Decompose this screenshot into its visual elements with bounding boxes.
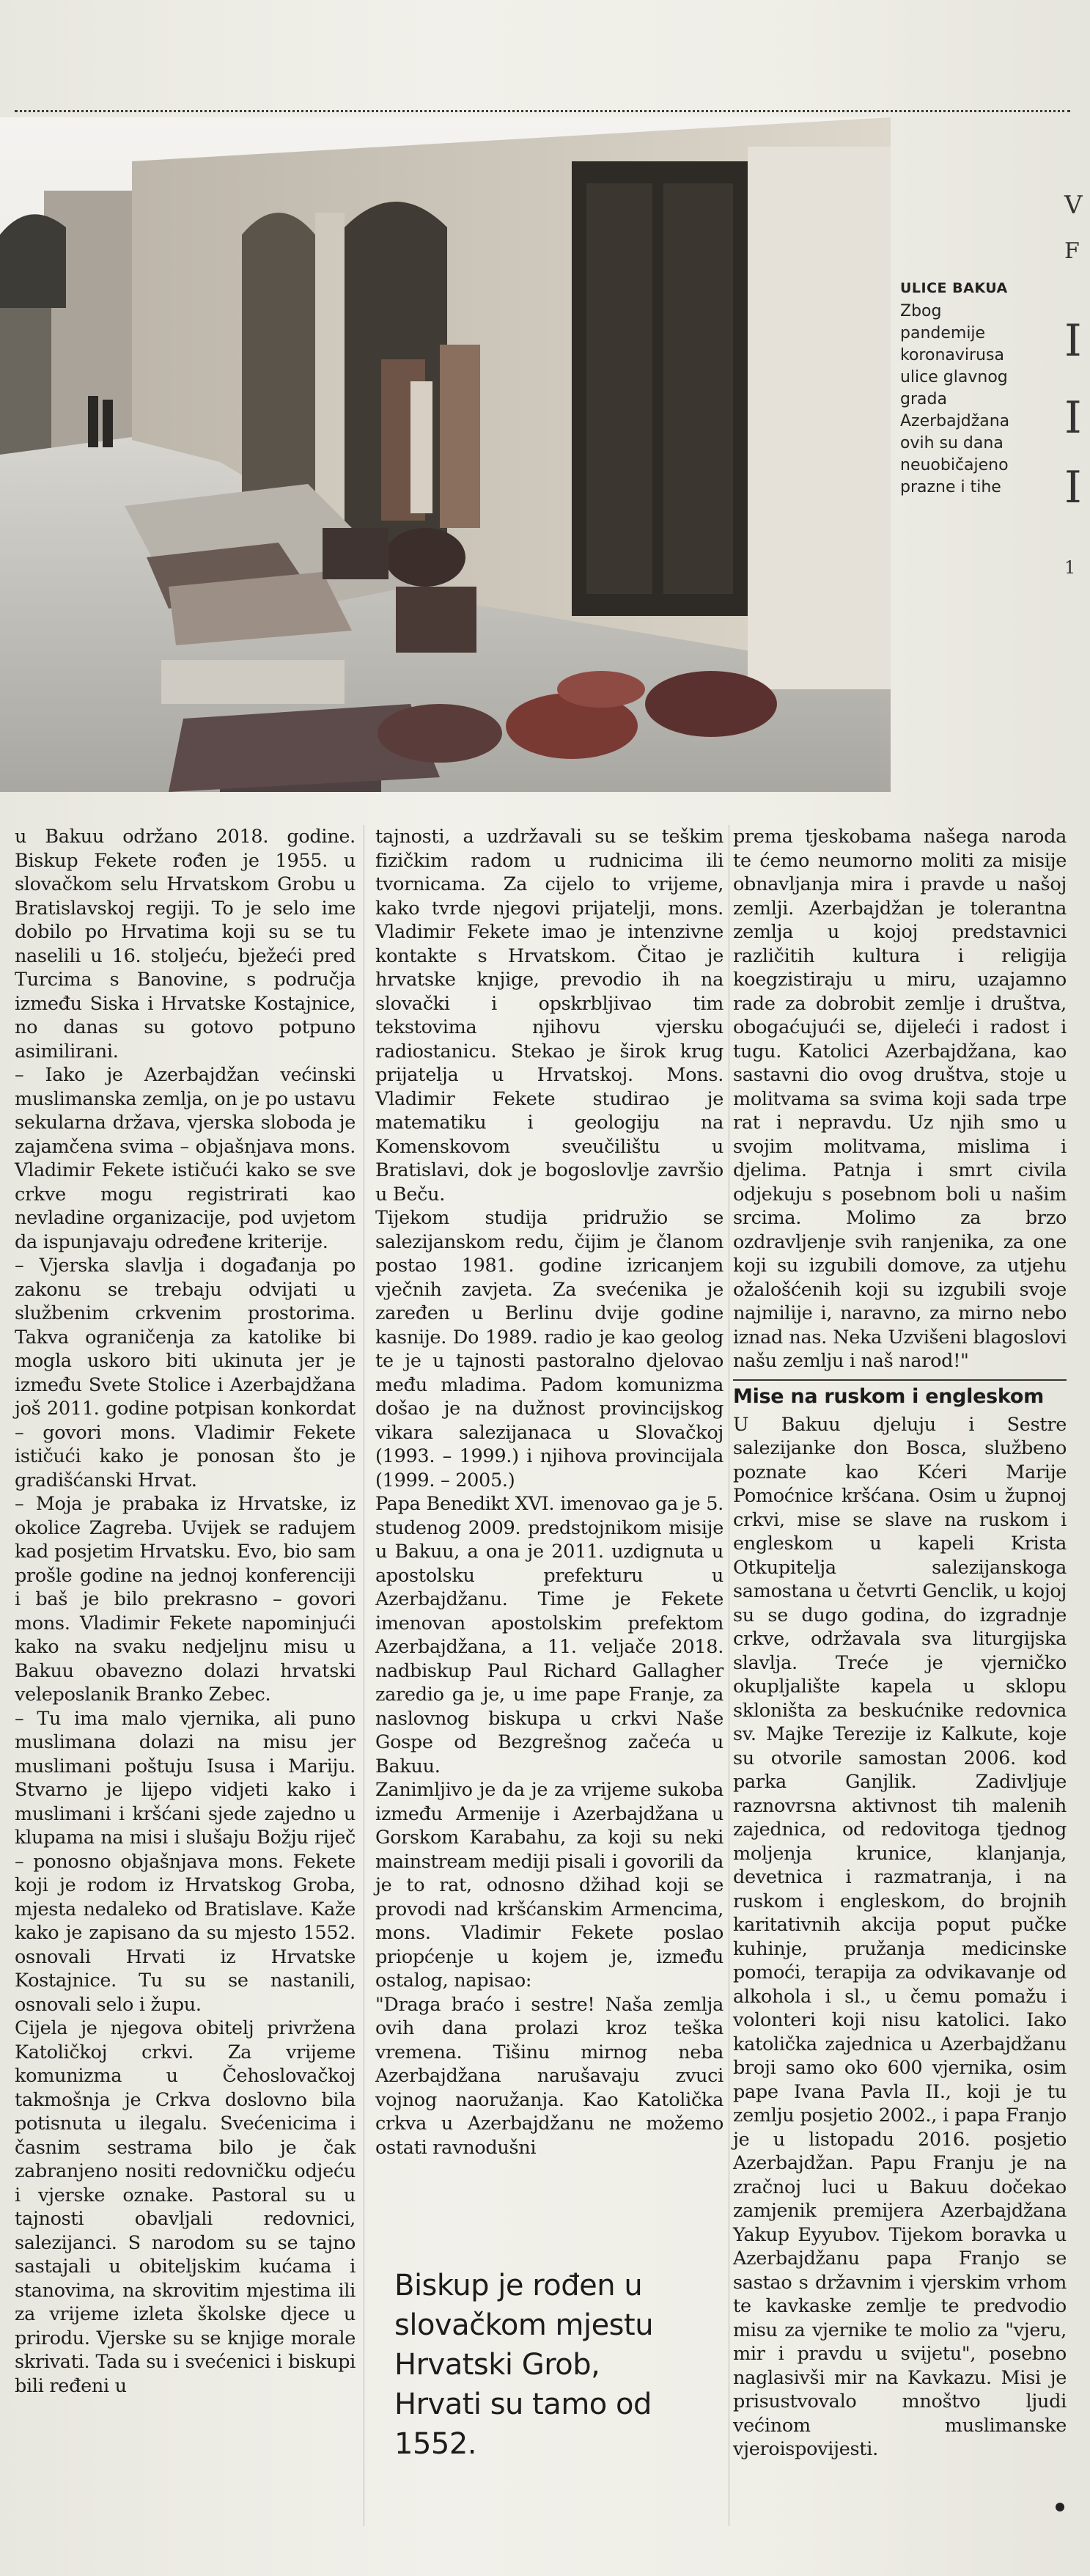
paragraph: – Tu ima malo vjernika, ali puno muslimana dolazi na misu jer muslimani poštuju Isusa i Mariju. Stvarno je lijepo vidjeti kako i muslimani i kršćani sjede zajedno u klupama na misi i slušaju Božju riječ – ponosno objašnjava mons. Fekete koji je rodom iz Hrvatskog Groba, mjesta nedaleko od Bratislave. Kaže kako je zapisano da su mjesto 1552. osnovali Hrvati iz Hrvatske Kostajnice. Tu su se nastanili, osnovali selo i župu. — [15, 1707, 356, 2016]
paragraph: prema tjeskobama našega naroda te ćemo neumorno moliti za misije obnavljanja mira i pravde u našoj zemlji. Azerbajdžan je tolerantna zemlja u kojoj predstavnici različitih kultura i religija koegzistiraju u miru, uzajamno rade za dobrobit zemlje i društva, obogaćujući se, dijeleći i radost i tugu. Katolici Azerbajdžana, kao sastavni dio ovog društva, stoje u molitvama sa svima koji sada trpe rat i nepravdu. Uz njih smo u svojim molitvama, mislima i djelima. Patnja i smrt civila odjekuju s posebnom boli u našim srcima. Molimo za brzo ozdravljenje svih ranjenika, za one koji su izgubili domove, za utjehu ožalošćenih koji su izgubili svoje najmilije i, naravno, za mirno nebo iznad nas. Neka Uzvišeni blagoslovi našu zemlju i naš narod!" — [733, 826, 1067, 1372]
article-column-2 — [375, 825, 723, 2159]
baku-street-photo — [0, 117, 891, 792]
edge-fragment: V — [1064, 191, 1083, 220]
edge-fragment: I — [1064, 315, 1082, 367]
article-column-3 — [733, 825, 1067, 2462]
top-dotted-rule — [15, 110, 1070, 114]
paragraph: tajnosti, a uzdržavali su se teškim fizičkim radom u rudnicima ili tvornicama. Za cijelo to vrijeme, kako tvrde njegovi prijatelji, mons. Vladimir Fekete imao je intenzivne kontakte s Hrvatskom. Čitao je hrvatske knjige, prevodio ih na slovački i opskrbljivao tim tekstovima njihovu vjersku radiostanicu. Stekao je širok krug prijatelja u Hrvatskoj. Mons. Vladimir Fekete studirao je matematiku i geologiju na Komenskovom sveučilištu u Bratislavi, dok je bogoslovlje završio u Beču. — [375, 826, 723, 1206]
edge-fragment: I — [1064, 462, 1082, 513]
paragraph: u Bakuu održano 2018. godine. Biskup Fekete rođen je 1955. u slovačkom selu Hrvatskom Grobu u Bratislavskoj regiji. To je selo ime dobilo po Hrvatima koji su se tu naselili u 16. stoljeću, bježeći pred Turcima s Banovine, s područja između Siska i Hrvatske Kostajnice, no danas su gotovo potpuno asimilirani. — [15, 826, 356, 1063]
end-of-article-mark — [1056, 2503, 1064, 2511]
paragraph: – Moja je prabaka iz Hrvatske, iz okolice Zagreba. Uvijek se radujem kad posjetim Hrvatsku. Evo, bio sam prošle godine na jednoj konferenciji i baš je bilo prekrasno – govori mons. Vladimir Fekete napominjući kako na svaku nedjeljnu misu u Bakuu obavezno dolazi hrvatski veleposlanik Branko Zebec. — [15, 1493, 356, 1706]
paragraph: Tijekom studija pridružio se salezijanskom redu, čijim je članom postao 1981. godine izricanjem vječnih zavjeta. Za svećenika je zaređen u Berlinu dvije godine kasnije. Do 1989. radio je kao geolog te je u tajnosti pastoralno djelovao među mladima. Padom komunizma došao je na dužnost provincijskog vikara salezijanaca u Slovačkoj (1993. – 1999.) i njihova provincijala (1999. – 2005.) — [375, 1207, 723, 1491]
edge-fragment: F — [1064, 238, 1080, 264]
street-photo-icon — [0, 117, 891, 792]
paragraph: – Vjerska slavlja i događanja po zakonu se trebaju odvijati u službenim crkvenim prostorima. Takva ograničenja za katolike bi mogla uskoro biti ukinuta jer je između Svete Stolice i Azerbajdžana još 2011. godine potpisan konkordat – govori mons. Vladimir Fekete ističući kako je ponosan što je gradišćanski Hrvat. — [15, 1255, 356, 1491]
paragraph: – Iako je Azerbajdžan većinski muslimanska zemlja, on je po ustavu sekularna država, vjerska sloboda je zajamčena svima – objašnjava mons. Vladimir Fekete ističući kako se sve crkve mogu registrirati kao nevladine organizacije, pod uvjetom da ispunjavaju određene kriterije. — [15, 1064, 356, 1253]
paragraph: Papa Benedikt XVI. imenovao ga je 5. studenog 2009. predstojnikom misije u Bakuu, a ona je 2011. uzdignuta u apostolsku prefekturu u Azerbajdžanu. Time je Fekete imenovan apostolskim prefektom Azerbajdžana, a 11. veljače 2018. nadbiskup Paul Richard Gallagher zaredio ga je, u ime pape Franje, za naslovnog biskupa u crkvi Naše Gospe od Bezgrešnog začeća u Bakuu. — [375, 1493, 723, 1777]
article-column-1 — [15, 825, 356, 2398]
caption-heading: ULICE BAKUA — [900, 280, 1008, 296]
section-subheading: Mise na ruskom i engleskom — [733, 1379, 1067, 1410]
photo-caption — [900, 277, 1025, 499]
pull-quote: Biskup je rođen u slovačkom mjestu Hrvatski Grob, Hrvati su tamo od 1552. — [394, 2269, 654, 2461]
edge-fragment: I — [1064, 392, 1082, 444]
paragraph: Cijela je njegova obitelj privržena Katoličkoj crkvi. Za vrijeme komunizma u Čehoslovačkoj takmošnja je Crkva doslovno bila potisnuta u ilegalu. Svećenicima i časnim sestrama bilo je čak zabranjeno nositi redovničku odjeću i vjerske oznake. Pastoral su u tajnosti obavljali redovnici, salezijanci. S narodom su se tajno sastajali u obiteljskim kućama i stanovima, na skrovitim mjestima ili za vrijeme izleta školske djece u prirodu. Vjerske su se knjige morale skrivati. Tada su i svećenici i biskupi bili ređeni u — [15, 2017, 356, 2397]
edge-fragment: 1 — [1064, 557, 1076, 578]
caption-text: Zbog pandemije koronavirusa ulice glavnog grada Azerbajdžana ovih su dana neuobičajeno prazne i tihe — [900, 302, 1010, 496]
paragraph: "Draga braćo i sestre! Naša zemlja ovih dana prolazi kroz teška vremena. Tišinu mirnog neba Azerbajdžana narušavaju zvuci vojnog naoružanja. Kao Katolička crkva u Azerbajdžanu ne možemo ostati ravnodušni — [375, 1993, 723, 2159]
paragraph: U Bakuu djeluju i Sestre salezijanke don Bosca, službeno poznate kao Kćeri Marije Pomoćnice kršćana. Osim u župnoj crkvi, mise se slave na ruskom i engleskom u kapeli Krista Otkupitelja salezijanskoga samostana u četvrti Genclik, u kojoj su se dugo godina, do izgradnje crkve, održavala sva liturgijska slavlja. Treće je vjerničko okupljalište kapela u sklopu skloništa za beskućnike redovnica sv. Majke Terezije iz Kalkute, koje su otvorile samostan 2006. kod parka Ganjlik. Zadivljuje raznovrsna aktivnost tih malenih zajednica, od redovitoga tjednog moljenja krunice, klanjanja, devetnica i razmatranja, i na ruskom i engleskom, do brojnih karitativnih akcija poput pučke kuhinje, pružanja medicinske pomoći, terapija za odvikavanje od alkohola i sl., u čemu pomažu i volonteri koji nisu katolici. Iako katolička zajednica u Azerbajdžanu broji samo oko 600 vjernika, osim pape Ivana Pavla II., koji je tu zemlju posjetio 2002., i papa Franjo je u listopadu 2016. posjetio Azerbajdžan. Papu Franju je na zračnoj luci u Bakuu dočekao zamjenik premijera Azerbajdžana Yakup Eyyubov. Tijekom boravka u Azerbajdžanu papa Franjo se sastao s državnim i vjerskim vrhom te kavkaske zemlje te predvodio misu za vjernike te molio za "vjeru, mir i pravdu u svijetu", posebno naglasivši mir na Kavkazu. Misi je prisustvovalo mnoštvo ljudi većinom muslimanske vjeroispovijesti. — [733, 1413, 1067, 2460]
paragraph: Zanimljivo je da je za vrijeme sukoba između Armenije i Azerbajdžana u Gorskom Karabahu, za koji su neki mainstream mediji pisali i govorili da je to rat, odnosno džihad koji se provodi nad kršćanskim Armencima, mons. Vladimir Fekete poslao priopćenje u kojem je, između ostalog, napisao: — [375, 1779, 723, 1992]
